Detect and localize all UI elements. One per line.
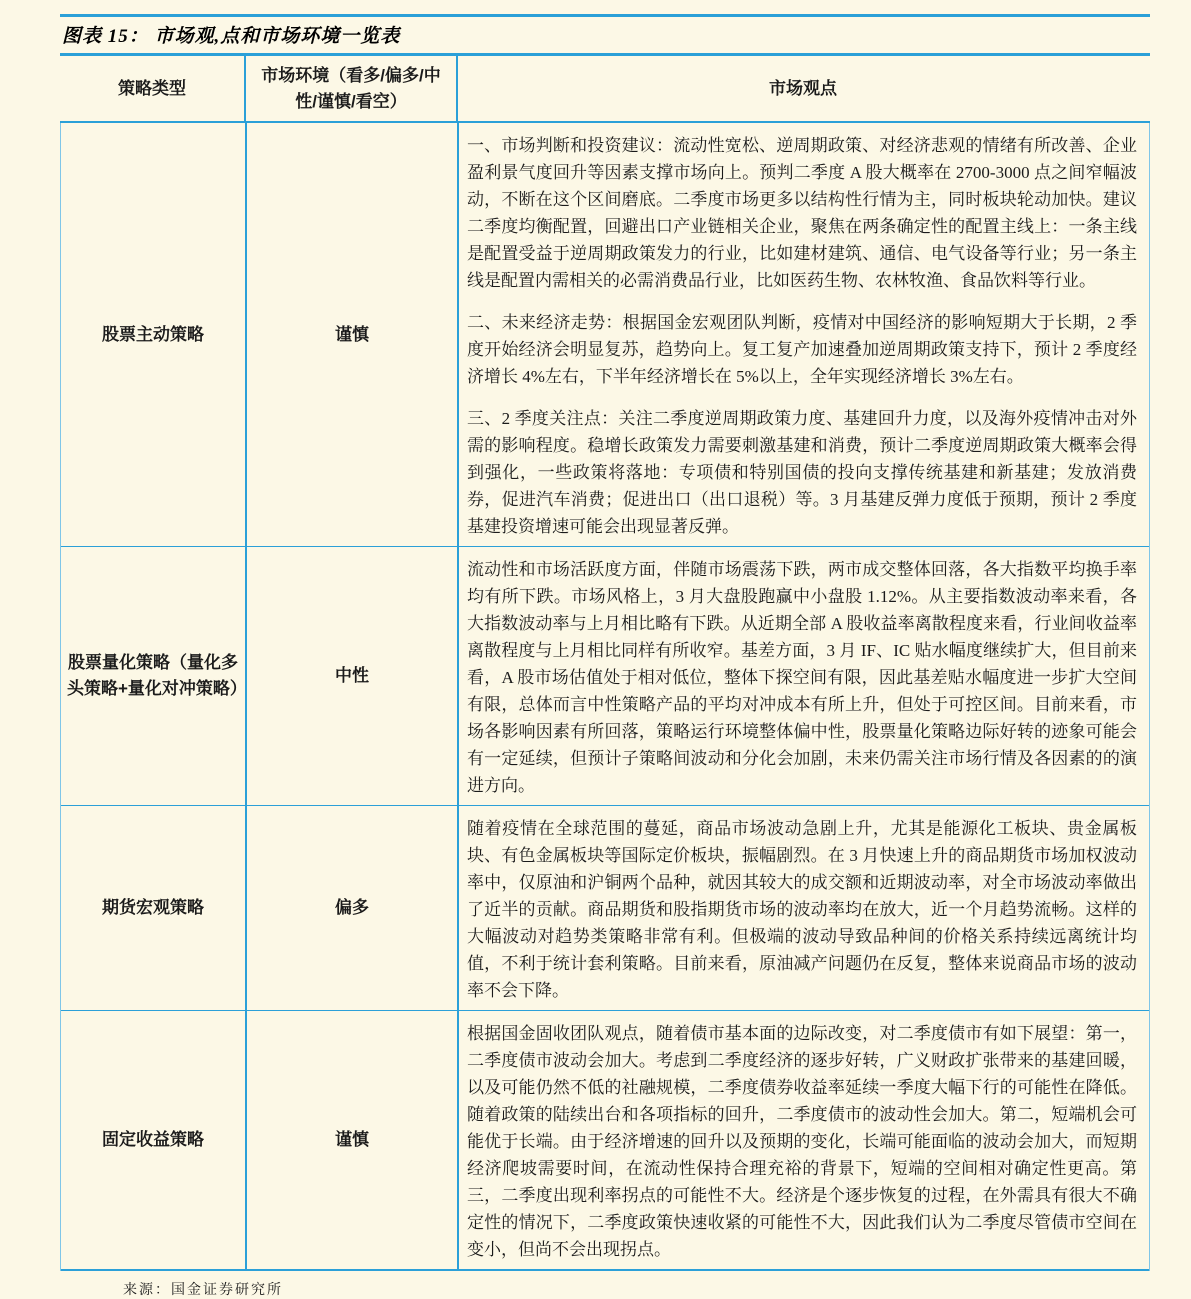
source-note: 来源：国金证券研究所 [123,1283,283,1298]
header-strategy-type: 策略类型 [60,56,246,121]
strategy-name: 期货宏观策略 [61,806,247,1010]
market-view-text [459,547,1149,805]
table-body [60,123,1150,1271]
view-paragraph: 流动性和市场活跃度方面，伴随市场震荡下跌，两市成交整体回落，各大指数平均换手率均有所下跌。市场风格上，3 月大盘股跑赢中小盘股 1.12%。从主要指数波动率来看，各大指数波动率与上月相比略有下跌。从近期全部 A 股收益率离散程度来看，行业间收益率离散程度与上月相比同样有所收窄。基差方面，3 月 IF、IC 贴水幅度继续扩大，但目前来看，A 股市场估值处于相对低位，整体下探空间有限，因此基差贴水幅度进一步扩大空间有限，总体而言中性策略产品的平均对冲成本有所上升，但处于可控区间。目前来看，市场各影响因素有所回落，策略运行环境整体偏中性，股票量化策略边际好转的迹象可能会有一定延续，但预计子策略间波动和分化会加剧，未来仍需关注市场行情及各因素的的演进方向。 [467,560,1137,795]
environment-rating: 谨慎 [247,123,459,546]
view-paragraph: 二、未来经济走势：根据国金宏观团队判断，疫情对中国经济的影响短期大于长期，2 季度开始经济会明显复苏，趋势向上。复工复产加速叠加逆周期政策支持下，预计 2 季度经济增长 4%左右，下半年经济增长在 5%以上，全年实现经济增长 3%左右。 [467,313,1137,386]
header-market-view: 市场观点 [769,79,837,98]
table-row [61,123,1149,547]
view-paragraph: 根据国金固收团队观点，随着债市基本面的边际改变，对二季度债市有如下展望：第一，二季度债市波动会加大。考虑到二季度经济的逐步好转，广义财政扩张带来的基建回暖，以及可能仍然不低的社融规模，二季度债券收益率延续一季度大幅下行的可能性在降低。随着政策的陆续出台和各项指标的回升，二季度债市的波动性会加大。第二，短端机会可能优于长端。由于经济增速的回升以及预期的变化，长端可能面临的波动会加大，而短期经济爬坡需要时间，在流动性保持合理充裕的背景下，短端的空间相对确定性更高。第三，二季度出现利率拐点的可能性不大。经济是个逐步恢复的过程，在外需具有很大不确定性的情况下，二季度政策快速收紧的可能性不大，因此我们认为二季度尽管债市空间在变小，但尚不会出现拐点。 [467,1024,1137,1259]
environment-rating: 偏多 [247,806,459,1010]
report-exhibit [60,14,1150,1299]
market-view-text [459,806,1149,1010]
view-paragraph: 一、市场判断和投资建议：流动性宽松、逆周期政策、对经济悲观的情绪有所改善、企业盈利景气度回升等因素支撑市场向上。预判二季度 A 股大概率在 2700-3000 点之间窄幅波动，不断在这个区间磨底。二季度市场更多以结构性行情为主，同时板块轮动加快。建议二季度均衡配置，回避出口产业链相关企业，聚焦在两条确定性的配置主线上：一条主线是配置受益于逆周期政策发力的行业，比如建材建筑、通信、电气设备等行业；另一条主线是配置内需相关的必需消费品行业，比如医药生物、农林牧渔、食品饮料等行业。 [467,136,1137,290]
environment-rating: 中性 [247,547,459,805]
table-row [61,1011,1149,1271]
strategy-name: 固定收益策略 [61,1011,247,1269]
environment-rating: 谨慎 [247,1011,459,1269]
table-title: 图表 15： 市场观,点和市场环境一览表 [60,14,1150,56]
table-row [61,547,1149,806]
table-header-row [60,56,1150,123]
view-paragraph: 随着疫情在全球范围的蔓延，商品市场波动急剧上升，尤其是能源化工板块、贵金属板块、有色金属板块等国际定价板块，振幅剧烈。在 3 月快速上升的商品期货市场加权波动率中，仅原油和沪铜两个品种，就因其较大的成交额和近期波动率，对全市场波动率做出了近半的贡献。商品期货和股指期货市场的波动率均在放大，近一个月趋势流畅。这样的大幅波动对趋势类策略非常有利。但极端的波动导致品种间的价格关系持续远离统计均值，不利于统计套利策略。目前来看，原油减产问题仍在反复，整体来说商品市场的波动率不会下降。 [467,819,1137,1000]
market-view-text [459,1011,1149,1269]
market-view-table [60,56,1150,1271]
table-row [61,806,1149,1011]
market-view-text [459,123,1149,546]
strategy-name: 股票主动策略 [61,123,247,546]
header-market-environment: 市场环境（看多/偏多/中性/谨慎/看空） [246,56,458,121]
view-paragraph: 三、2 季度关注点：关注二季度逆周期政策力度、基建回升力度，以及海外疫情冲击对外需的影响程度。稳增长政策发力需要刺激基建和消费，预计二季度逆周期政策大概率会得到强化，一些政策将落地：专项债和特别国债的投向支撑传统基建和新基建；发放消费券，促进汽车消费；促进出口（出口退税）等。3 月基建反弹力度低于预期，预计 2 季度基建投资增速可能会出现显著反弹。 [467,409,1137,536]
strategy-name: 股票量化策略（量化多头策略+量化对冲策略） [61,547,247,805]
